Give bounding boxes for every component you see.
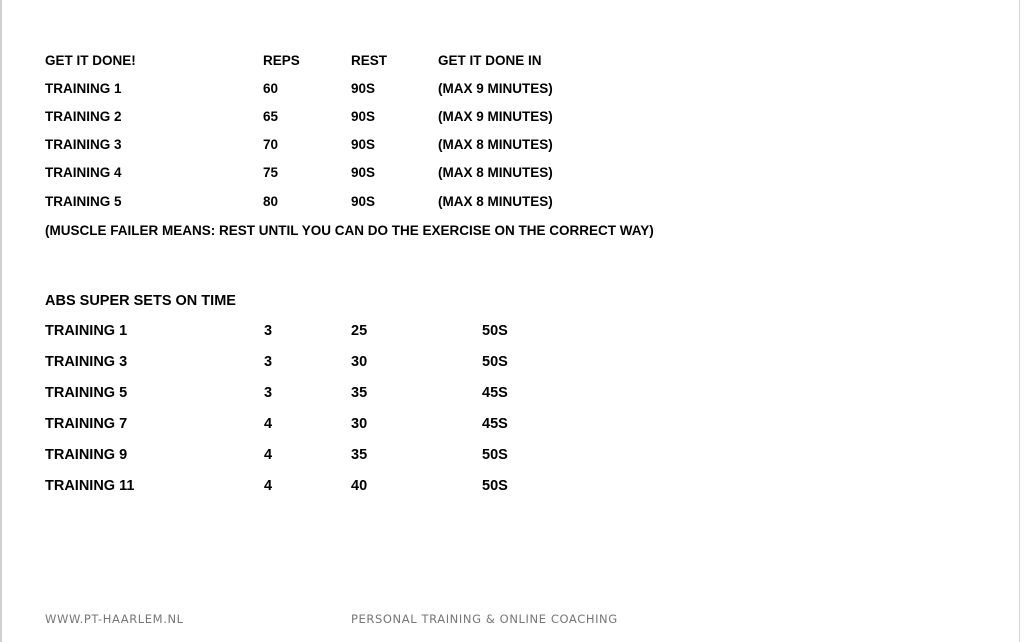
table-row bbox=[0, 354, 1000, 374]
header-cell: GET IT DONE! bbox=[45, 53, 136, 68]
table-header-row bbox=[0, 53, 1000, 73]
table-row bbox=[0, 447, 1000, 467]
table-cell: 90S bbox=[351, 194, 376, 209]
table-cell: 25 bbox=[351, 323, 368, 339]
table-cell: 4 bbox=[264, 416, 273, 432]
table-cell: 4 bbox=[264, 447, 273, 463]
table-cell: 50S bbox=[482, 478, 508, 494]
table-cell: TRAINING 5 bbox=[45, 385, 128, 401]
table-row bbox=[0, 478, 1000, 498]
table-row bbox=[0, 385, 1000, 405]
table-cell: TRAINING 3 bbox=[45, 137, 122, 152]
table-cell: 3 bbox=[264, 323, 273, 339]
table-cell: 90S bbox=[351, 109, 376, 124]
table-cell: 90S bbox=[351, 165, 376, 180]
table-cell: TRAINING 5 bbox=[45, 194, 122, 209]
abs-section-title: ABS SUPER SETS ON TIME bbox=[45, 293, 236, 309]
table-row bbox=[0, 323, 1000, 343]
table-cell: 50S bbox=[482, 447, 508, 463]
table-cell: 90S bbox=[351, 81, 376, 96]
table-row bbox=[0, 194, 1000, 214]
table-cell: (MAX 8 MINUTES) bbox=[438, 194, 553, 209]
header-cell: GET IT DONE IN bbox=[438, 53, 542, 68]
table-cell: 65 bbox=[263, 109, 279, 124]
table-cell: 35 bbox=[351, 447, 368, 463]
header-cell: REPS bbox=[263, 53, 300, 68]
table-cell: TRAINING 11 bbox=[45, 478, 135, 494]
table-cell: 75 bbox=[263, 165, 279, 180]
table-cell: TRAINING 3 bbox=[45, 354, 128, 370]
table-cell: TRAINING 4 bbox=[45, 165, 122, 180]
table-cell: 3 bbox=[264, 354, 273, 370]
table-cell: TRAINING 1 bbox=[45, 81, 122, 96]
table-cell: 3 bbox=[264, 385, 273, 401]
muscle-failure-note: (MUSCLE FAILER MEANS: REST UNTIL YOU CAN DO THE EXERCISE ON THE CORRECT WAY) bbox=[45, 223, 654, 238]
table-cell: 60 bbox=[263, 81, 279, 96]
page-edge-right bbox=[1019, 0, 1020, 642]
table-cell: 4 bbox=[264, 478, 273, 494]
table-cell: (MAX 8 MINUTES) bbox=[438, 137, 553, 152]
table-cell: 40 bbox=[351, 478, 368, 494]
table-cell: TRAINING 9 bbox=[45, 447, 128, 463]
table-cell: TRAINING 1 bbox=[45, 323, 128, 339]
table-cell: 70 bbox=[263, 137, 279, 152]
table-row bbox=[0, 81, 1000, 101]
table-cell: 35 bbox=[351, 385, 368, 401]
header-cell: REST bbox=[351, 53, 388, 68]
table-cell: (MAX 8 MINUTES) bbox=[438, 165, 553, 180]
table-cell: 30 bbox=[351, 416, 368, 432]
footer-website-link[interactable]: WWW.PT-HAARLEM.NL bbox=[45, 612, 184, 626]
table-row bbox=[0, 137, 1000, 157]
table-cell: (MAX 9 MINUTES) bbox=[438, 81, 553, 96]
table-row bbox=[0, 416, 1000, 436]
table-cell: 45S bbox=[482, 385, 508, 401]
table-cell: TRAINING 2 bbox=[45, 109, 122, 124]
table-row bbox=[0, 109, 1000, 129]
footer-tagline: PERSONAL TRAINING & ONLINE COACHING bbox=[351, 612, 618, 626]
table-row bbox=[0, 165, 1000, 185]
table-cell: 45S bbox=[482, 416, 508, 432]
table-cell: TRAINING 7 bbox=[45, 416, 128, 432]
table-cell: 80 bbox=[263, 194, 279, 209]
table-cell: 30 bbox=[351, 354, 368, 370]
table-cell: (MAX 9 MINUTES) bbox=[438, 109, 553, 124]
table-cell: 90S bbox=[351, 137, 376, 152]
table-cell: 50S bbox=[482, 354, 508, 370]
table-cell: 50S bbox=[482, 323, 508, 339]
